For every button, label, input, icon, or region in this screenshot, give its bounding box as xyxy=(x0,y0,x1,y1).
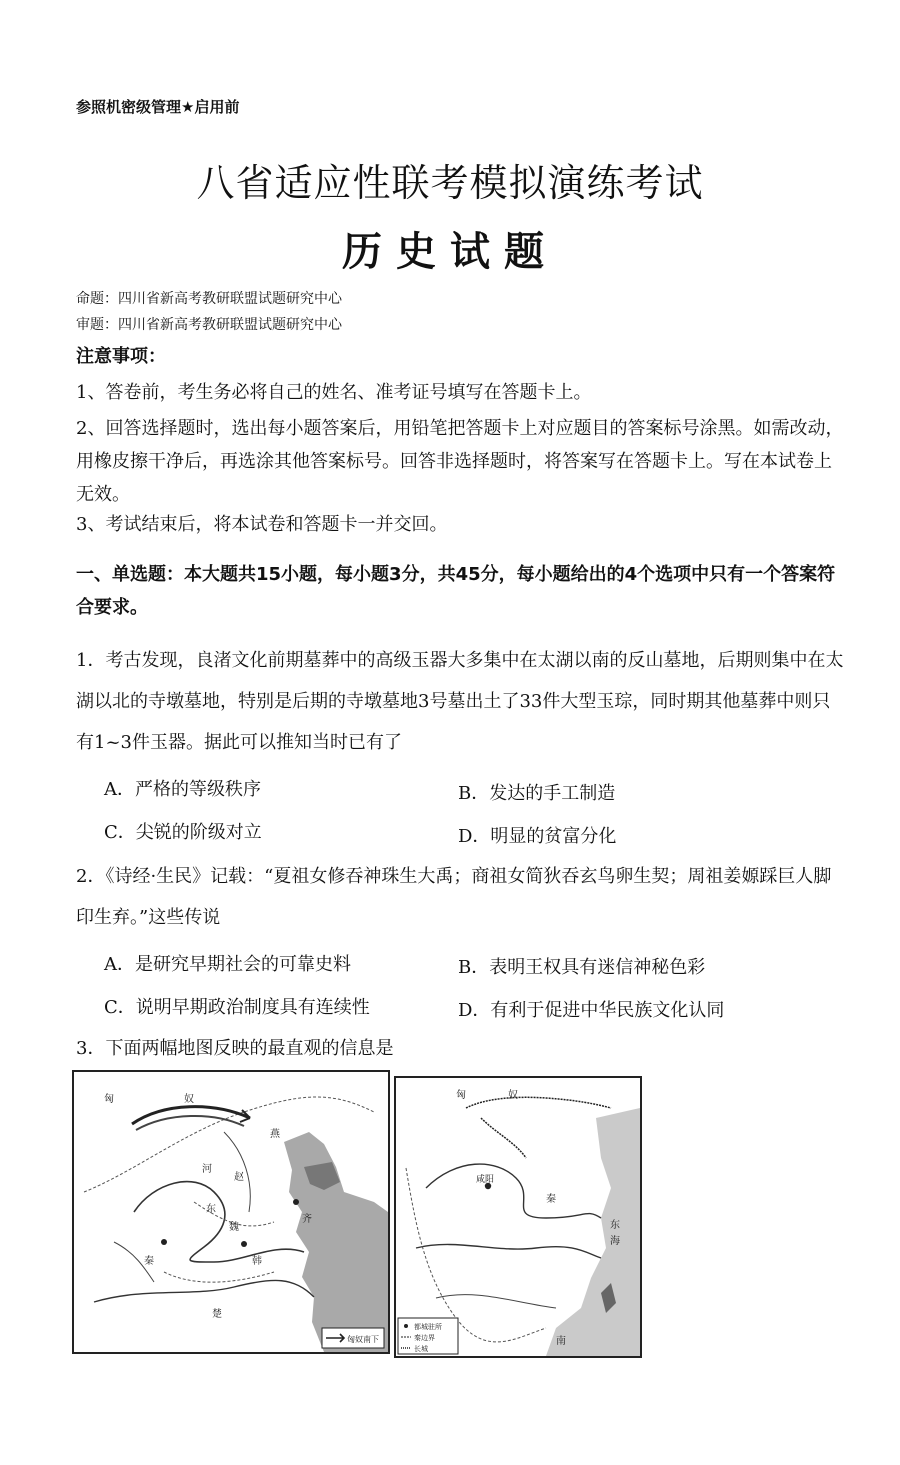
map-right-label: 咸阳 xyxy=(476,1175,495,1185)
notice-item-1: 1、答卷前，考生务必将自己的姓名、准考证号填写在答题卡上。 xyxy=(76,382,592,403)
map-right-legend-item: 长城 xyxy=(414,1345,428,1353)
map-left-label: 奴 xyxy=(184,1094,194,1105)
map-warring-states xyxy=(72,1070,390,1354)
secret-mark: 参照机密级管理★启用前 xyxy=(76,98,240,116)
notice-heading: 注意事项： xyxy=(76,346,166,367)
map-right-label: 奴 xyxy=(508,1090,518,1101)
map-left-label: 秦 xyxy=(144,1256,154,1267)
q2-option-d: D．有利于促进中华民族文化认同 xyxy=(458,1000,725,1021)
notice-item-2: 2、回答选择题时，选出每小题答案后，用铅笔把答题卡上对应题目的答案标号涂黑。如需改动，用橡皮擦干净后，再选涂其他答案标号。回答非选择题时，将答案写在答题卡上。写在本试卷上无效。 xyxy=(76,418,844,505)
map-right-label: 秦 xyxy=(546,1194,556,1205)
map-left-label: 燕 xyxy=(270,1129,280,1140)
q1-option-c: C．尖锐的阶级对立 xyxy=(104,822,262,843)
map-left-label: 韩 xyxy=(252,1256,262,1267)
notice-item-3: 3、考试结束后，将本试卷和答题卡一并交回。 xyxy=(76,514,448,535)
q2-option-c: C．说明早期政治制度具有连续性 xyxy=(104,997,370,1018)
map-right-label: 匈 xyxy=(456,1090,466,1101)
map-left-label: 赵 xyxy=(234,1172,244,1183)
proposer-line: 命题：四川省新高考教研联盟试题研究中心 xyxy=(76,291,342,307)
exam-subtitle: 历史试题 xyxy=(342,229,558,275)
map-right-legend-item: 秦边界 xyxy=(414,1334,435,1342)
map-qin-dynasty xyxy=(394,1076,642,1358)
map-left-label: 东 xyxy=(206,1204,216,1215)
question-1-stem: 1．考古发现，良渚文化前期墓葬中的高级玉器大多集中在太湖以南的反山墓地，后期则集中在太湖以北的寺墩墓地，特别是后期的寺墩墓地3号墓出土了33件大型玉琮，同时期其他墓葬中则只有1~3件玉器。据此可以推知当时已有了 xyxy=(76,650,844,753)
reviewer-line: 审题：四川省新高考教研联盟试题研究中心 xyxy=(76,317,342,333)
question-2-stem: 2．《诗经·生民》记载：“夏祖女修吞神珠生大禹；商祖女简狄吞玄鸟卵生契；周祖姜嫄踩巨人脚印生弃。”这些传说 xyxy=(76,866,832,928)
q2-option-a: A．是研究早期社会的可靠史料 xyxy=(104,954,351,975)
map-left-label: 河 xyxy=(202,1164,212,1175)
q1-option-d: D．明显的贫富分化 xyxy=(458,826,617,847)
q2-option-b: B．表明王权具有迷信神秘色彩 xyxy=(458,957,706,978)
map-left-label: 楚 xyxy=(212,1309,222,1320)
map-right-label: 东 xyxy=(610,1220,620,1231)
map-left-legend: 匈奴南下 xyxy=(347,1335,379,1344)
map-left-label: 魏 xyxy=(229,1222,239,1233)
map-right-legend-item: 都城驻所 xyxy=(414,1323,442,1331)
q1-option-a: A．严格的等级秩序 xyxy=(104,779,261,800)
section-heading: 一、单选题：本大题共15小题，每小题3分，共45分，每小题给出的4个选项中只有一个答案符合要求。 xyxy=(76,564,836,618)
map-left-label: 匈 xyxy=(104,1094,114,1105)
q1-option-b: B．发达的手工制造 xyxy=(458,783,616,804)
map-warring-states-drawing xyxy=(74,1072,388,1352)
exam-title: 八省适应性联考模拟演练考试 xyxy=(196,161,704,205)
map-right-label: 南 xyxy=(556,1336,566,1347)
map-right-label: 海 xyxy=(610,1236,620,1247)
map-qin-dynasty-drawing xyxy=(396,1078,640,1356)
map-left-label: 齐 xyxy=(302,1214,312,1225)
question-3-stem: 3．下面两幅地图反映的最直观的信息是 xyxy=(76,1038,394,1059)
